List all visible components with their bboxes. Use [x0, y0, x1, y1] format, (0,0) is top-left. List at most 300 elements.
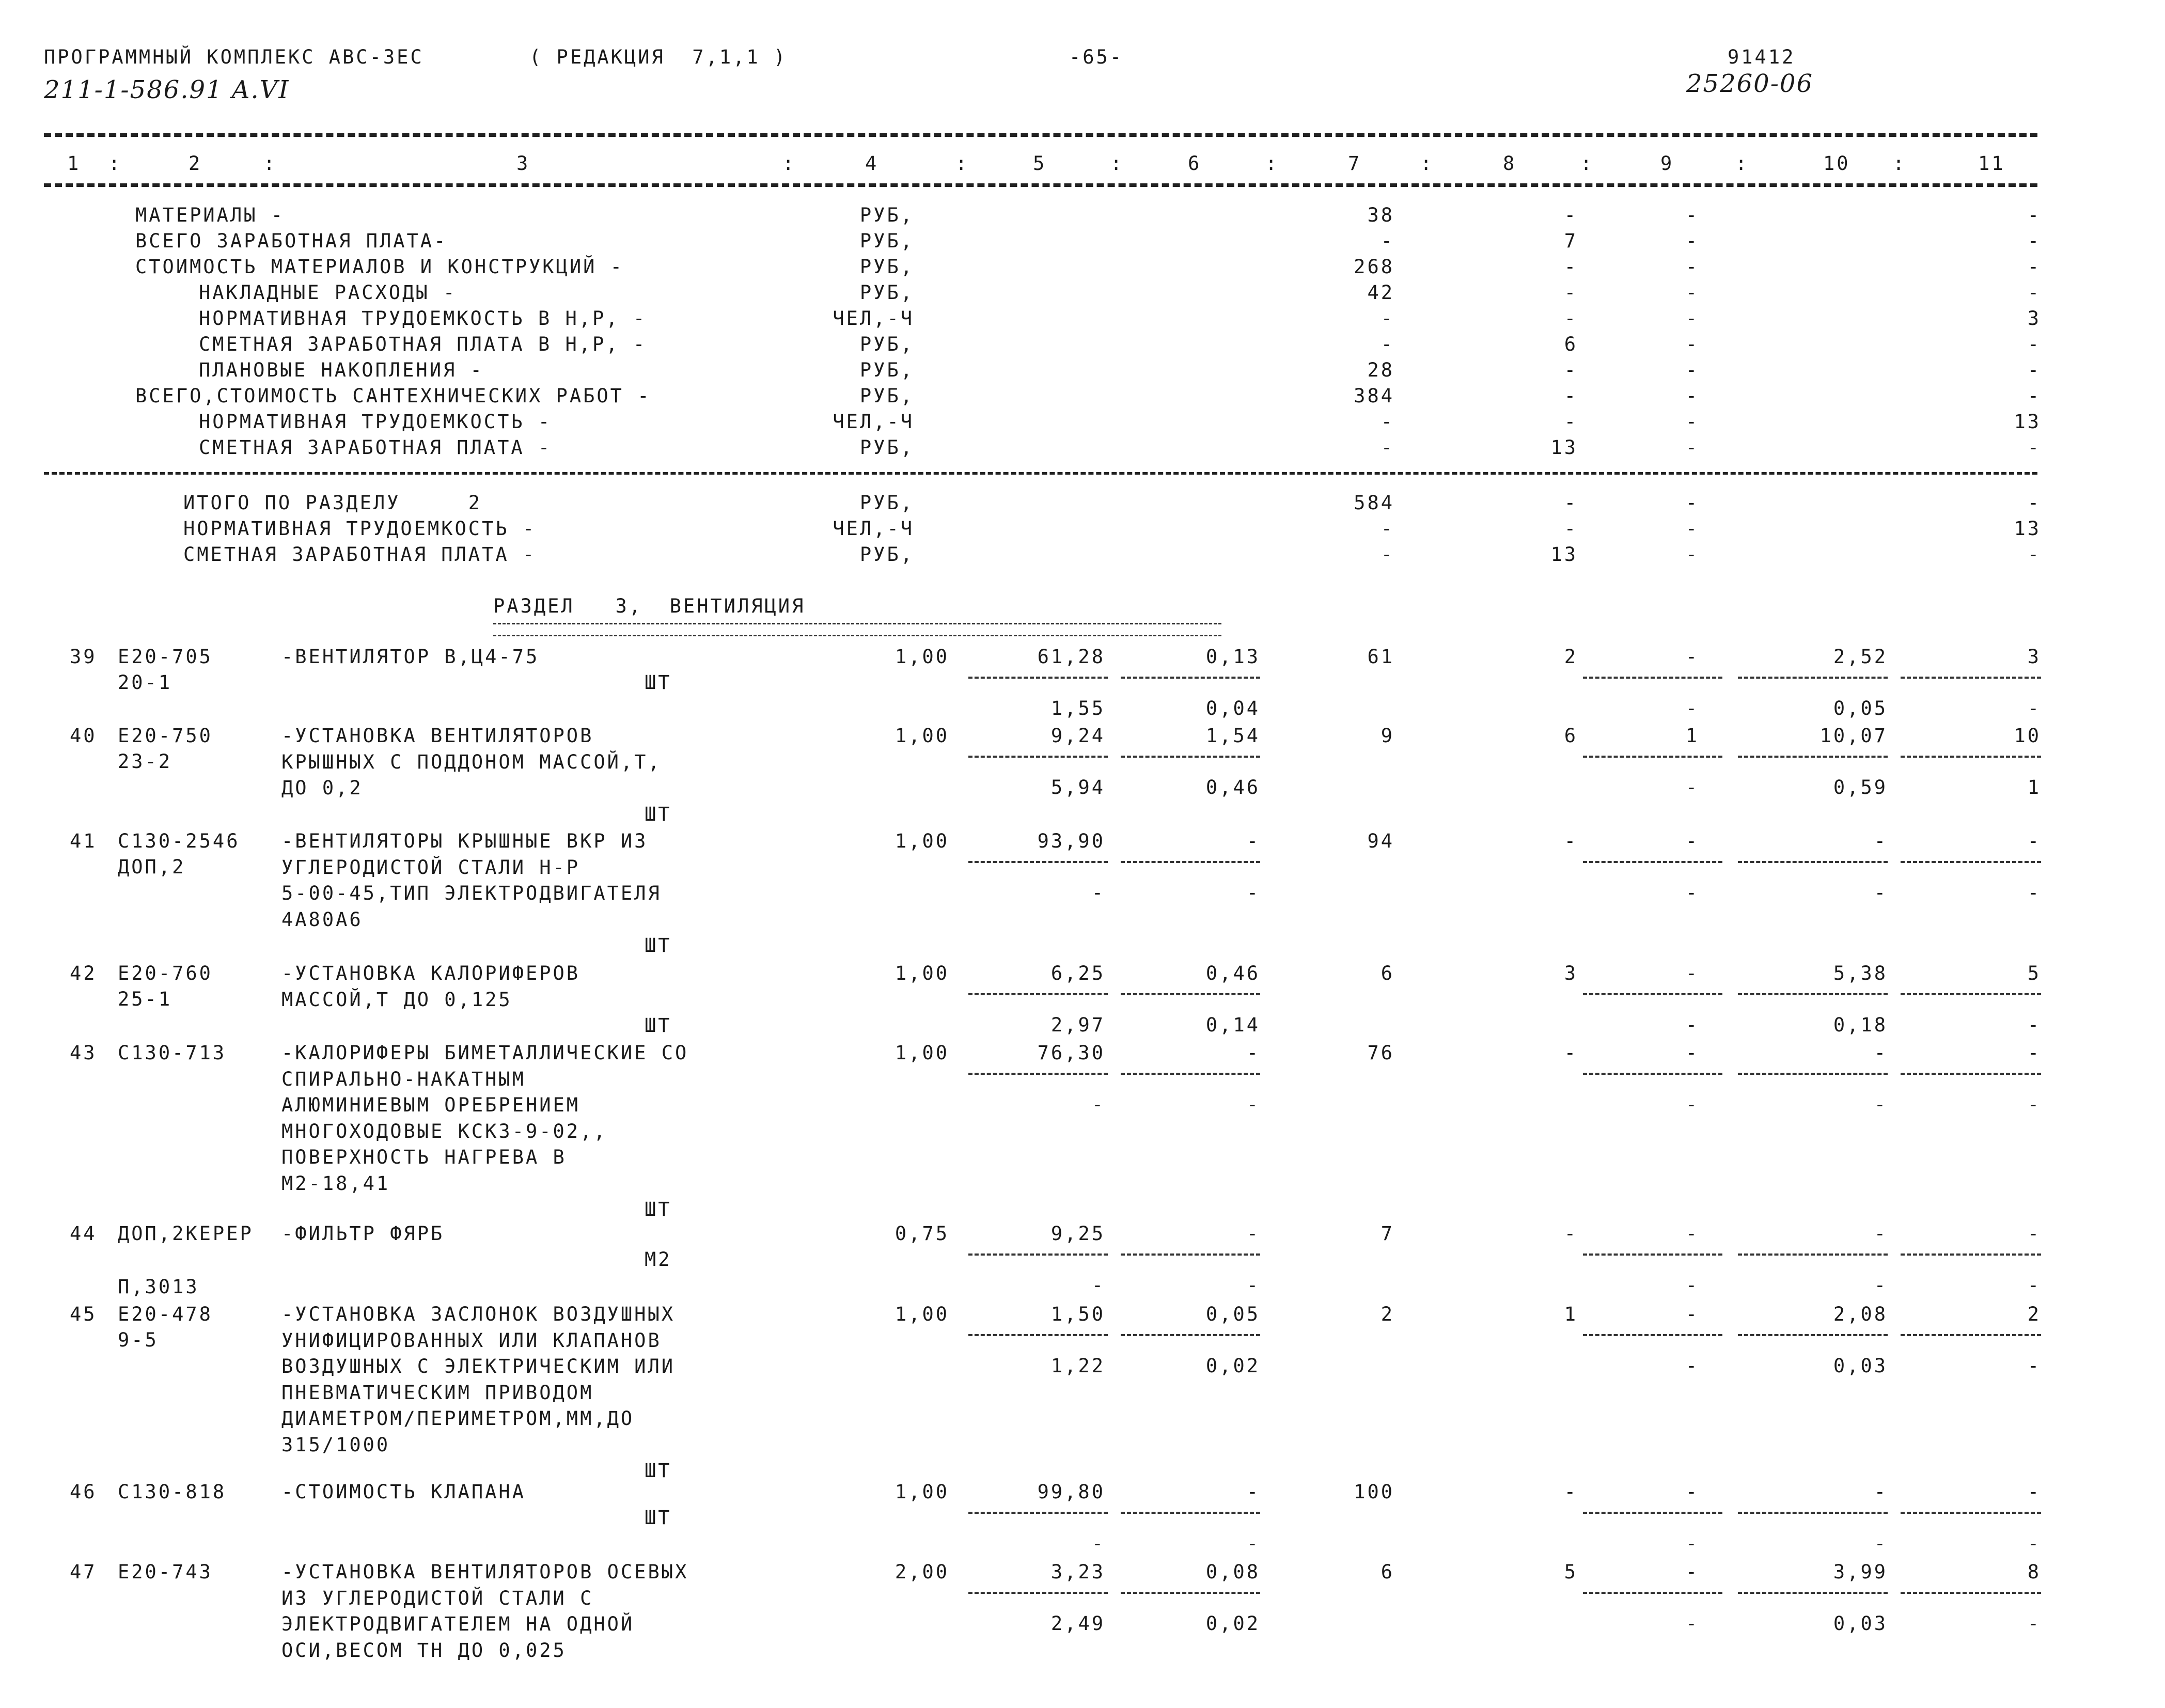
summary-col11: -: [2027, 543, 2041, 566]
item-separator-6: [1121, 1334, 1260, 1336]
item-sub-col9: -: [1685, 776, 1699, 798]
item-separator-9: [1583, 677, 1722, 679]
summary-col9: -: [1685, 385, 1699, 407]
column-separator: :: [1580, 152, 1594, 175]
summary-col7: 268: [1354, 256, 1394, 278]
column-separator: :: [1110, 152, 1124, 175]
item-unit-price: 93,90: [1037, 830, 1105, 852]
summary-label: СМЕТНАЯ ЗАРАБОТНАЯ ПЛАТА -: [183, 543, 537, 566]
item-description-line: УГЛЕРОДИСТОЙ СТАЛИ Н-Р: [281, 856, 581, 879]
item-sub-col5: -: [1091, 1274, 1105, 1296]
summary-col11: -: [2027, 359, 2041, 381]
item-description-line: -ВЕНТИЛЯТОР В,Ц4-75: [281, 646, 540, 668]
item-separator-11: [1901, 756, 2041, 758]
summary-col8: -: [1564, 411, 1578, 433]
item-separator-11: [1901, 993, 2041, 995]
item-separator-11: [1901, 1592, 2041, 1594]
item-sub-col5: 5,94: [1050, 776, 1105, 798]
summary-col11: 3: [2027, 307, 2041, 330]
item-separator-9: [1583, 1592, 1722, 1594]
item-sub-col11: -: [2027, 1274, 2041, 1296]
summary-col11: -: [2027, 385, 2041, 407]
item-sub-col10: -: [1874, 1532, 1888, 1555]
item-code-sub: П,3013: [118, 1276, 199, 1298]
section-title-underline: [493, 623, 1221, 636]
item-total-cost: 76: [1367, 1042, 1394, 1064]
item-unit-wage: 0,46: [1205, 962, 1260, 984]
item-separator-10: [1738, 1334, 1888, 1336]
item-total-cost: 9: [1380, 725, 1394, 747]
item-description-line: -УСТАНОВКА ВЕНТИЛЯТОРОВ: [281, 725, 594, 747]
summary-label: НОРМАТИВНАЯ ТРУДОЕМКОСТЬ -: [183, 518, 537, 540]
item-code-sub: ДОП,2: [118, 856, 186, 878]
item-description-line: ДИАМЕТРОМ/ПЕРИМЕТРОМ,ММ,ДО: [281, 1407, 635, 1430]
summary-col8: 7: [1564, 230, 1578, 252]
item-separator-10: [1738, 677, 1888, 679]
item-code: Е20-478: [118, 1303, 213, 1325]
column-number: 3: [516, 152, 530, 175]
summary-col11: -: [2027, 256, 2041, 278]
item-sub-col5: 2,97: [1050, 1014, 1105, 1036]
item-labour: -: [1874, 1481, 1888, 1503]
item-sub-col5: -: [1091, 1532, 1105, 1555]
item-number: 45: [70, 1303, 97, 1325]
summary-col11: 13: [2014, 411, 2041, 433]
summary-divider: [44, 472, 2037, 475]
summary-unit: ЧЕЛ,-Ч: [833, 518, 914, 540]
summary-col7: -: [1380, 518, 1394, 540]
item-separator-5: [968, 1334, 1108, 1336]
item-sub-col10: -: [1874, 1093, 1888, 1116]
summary-col9: -: [1685, 543, 1699, 566]
summary-col9: -: [1685, 436, 1699, 459]
column-separator: :: [782, 152, 796, 175]
item-unit-wage: -: [1246, 1223, 1260, 1245]
item-description-line: УНИФИЦИРОВАННЫХ ИЛИ КЛАПАНОВ: [281, 1329, 662, 1352]
summary-col7: -: [1380, 543, 1394, 566]
item-sub-col9: -: [1685, 697, 1699, 719]
column-separator: :: [263, 152, 277, 175]
item-sub-col10: 0,05: [1833, 697, 1888, 719]
item-total-cost: 2: [1380, 1303, 1394, 1325]
item-separator-6: [1121, 677, 1260, 679]
item-total-wage: 2: [1564, 646, 1578, 668]
item-sub-col10: -: [1874, 1274, 1888, 1296]
summary-unit: РУБ,: [859, 256, 914, 278]
item-col11: 8: [2027, 1561, 2041, 1583]
column-separator: :: [1420, 152, 1434, 175]
item-separator-6: [1121, 861, 1260, 863]
item-total-wage: -: [1564, 1042, 1578, 1064]
summary-col9: -: [1685, 518, 1699, 540]
header-rule-bottom: [44, 183, 2037, 187]
summary-label: МАТЕРИАЛЫ -: [135, 204, 285, 226]
summary-col7: -: [1380, 307, 1394, 330]
item-labour: -: [1874, 1042, 1888, 1064]
item-number: 43: [70, 1042, 97, 1064]
item-separator-5: [968, 1073, 1108, 1075]
item-total-wage: -: [1564, 1223, 1578, 1245]
item-number: 44: [70, 1223, 97, 1245]
item-description-line: ПОВЕРХНОСТЬ НАГРЕВА В: [281, 1146, 567, 1168]
item-labour: 2,52: [1833, 646, 1888, 668]
column-separator: :: [1893, 152, 1907, 175]
item-separator-11: [1901, 861, 2041, 863]
item-sub-col11: -: [2027, 1355, 2041, 1377]
item-description-line: ПНЕВМАТИЧЕСКИМ ПРИВОДОМ: [281, 1381, 594, 1404]
item-separator-9: [1583, 1512, 1722, 1514]
item-col9: -: [1685, 1223, 1699, 1245]
item-description-line: ДО 0,2: [281, 777, 363, 799]
item-description-line: СПИРАЛЬНО-НАКАТНЫМ: [281, 1068, 526, 1090]
item-sub-col9: -: [1685, 1532, 1699, 1555]
item-separator-10: [1738, 756, 1888, 758]
item-code: Е20-743: [118, 1561, 213, 1583]
summary-label: НОРМАТИВНАЯ ТРУДОЕМКОСТЬ В Н,Р, -: [199, 307, 647, 330]
item-sub-col9: -: [1685, 1274, 1699, 1296]
item-number: 46: [70, 1481, 97, 1503]
item-col9: -: [1685, 1561, 1699, 1583]
item-unit-wage: 0,08: [1205, 1561, 1260, 1583]
item-col11: -: [2027, 1042, 2041, 1064]
item-total-wage: 5: [1564, 1561, 1578, 1583]
summary-col9: -: [1685, 230, 1699, 252]
summary-col8: 13: [1550, 436, 1578, 459]
summary-col8: -: [1564, 204, 1578, 226]
summary-col11: -: [2027, 204, 2041, 226]
summary-col8: -: [1564, 281, 1578, 304]
summary-col11: 13: [2014, 518, 2041, 540]
summary-col11: -: [2027, 436, 2041, 459]
column-number: 5: [1033, 152, 1047, 175]
summary-col9: -: [1685, 333, 1699, 355]
item-unit-wage: 1,54: [1205, 725, 1260, 747]
item-sub-col11: -: [2027, 1093, 2041, 1116]
item-labour: 2,08: [1833, 1303, 1888, 1325]
summary-col9: -: [1685, 256, 1699, 278]
item-labour: 5,38: [1833, 962, 1888, 984]
summary-col8: -: [1564, 256, 1578, 278]
item-description-line: -УСТАНОВКА ЗАСЛОНОК ВОЗДУШНЫХ: [281, 1303, 676, 1325]
summary-unit: РУБ,: [859, 359, 914, 381]
summary-unit: РУБ,: [859, 281, 914, 304]
item-unit-price: 3,23: [1050, 1561, 1105, 1583]
item-col9: -: [1685, 1481, 1699, 1503]
item-code-sub: 20-1: [118, 671, 172, 694]
summary-col8: 13: [1550, 543, 1578, 566]
summary-label: ВСЕГО ЗАРАБОТНАЯ ПЛАТА-: [135, 230, 448, 252]
item-col9: -: [1685, 1303, 1699, 1325]
handwritten-sheet-code: 25260-06: [1686, 69, 1813, 98]
item-sub-col5: 1,22: [1050, 1355, 1105, 1377]
summary-col8: 6: [1564, 333, 1578, 355]
item-description-line: 4А80А6: [281, 908, 363, 931]
item-code-sub: 9-5: [118, 1329, 159, 1351]
item-col9: -: [1685, 962, 1699, 984]
item-unit: ШТ: [645, 671, 672, 694]
item-unit: ШТ: [645, 1507, 672, 1529]
item-separator-9: [1583, 1073, 1722, 1075]
summary-label: НАКЛАДНЫЕ РАСХОДЫ -: [199, 281, 457, 304]
item-separator-6: [1121, 1253, 1260, 1256]
item-sub-col9: -: [1685, 1612, 1699, 1635]
item-separator-11: [1901, 677, 2041, 679]
item-code: Е20-750: [118, 725, 213, 747]
item-quantity: 1,00: [895, 962, 949, 984]
summary-label: НОРМАТИВНАЯ ТРУДОЕМКОСТЬ -: [199, 411, 552, 433]
item-sub-col11: -: [2027, 697, 2041, 719]
item-col9: -: [1685, 830, 1699, 852]
item-quantity: 1,00: [895, 830, 949, 852]
item-sub-col10: 0,59: [1833, 776, 1888, 798]
item-code-sub: 25-1: [118, 988, 172, 1010]
item-sub-col6: -: [1246, 882, 1260, 904]
item-separator-10: [1738, 1073, 1888, 1075]
column-number: 10: [1823, 152, 1850, 175]
summary-unit: РУБ,: [859, 543, 914, 566]
summary-col8: -: [1564, 518, 1578, 540]
item-code: Е20-705: [118, 646, 213, 668]
summary-col11: -: [2027, 492, 2041, 514]
edition-label: ( РЕДАКЦИЯ 7,1,1 ): [529, 46, 788, 68]
item-sub-col11: 1: [2027, 776, 2041, 798]
item-sub-col6: -: [1246, 1274, 1260, 1296]
item-total-cost: 7: [1380, 1223, 1394, 1245]
item-code: С130-713: [118, 1042, 227, 1064]
item-separator-11: [1901, 1512, 2041, 1514]
item-sub-col9: -: [1685, 882, 1699, 904]
summary-col7: -: [1380, 436, 1394, 459]
item-code: С130-818: [118, 1481, 227, 1503]
item-col9: -: [1685, 646, 1699, 668]
item-description-line: -УСТАНОВКА КАЛОРИФЕРОВ: [281, 962, 581, 984]
item-separator-10: [1738, 1512, 1888, 1514]
item-number: 47: [70, 1561, 97, 1583]
summary-label: ПЛАНОВЫЕ НАКОПЛЕНИЯ -: [199, 359, 484, 381]
summary-unit: ЧЕЛ,-Ч: [833, 307, 914, 330]
column-number: 1: [67, 152, 81, 175]
section-title: РАЗДЕЛ 3, ВЕНТИЛЯЦИЯ: [493, 595, 806, 617]
item-sub-col5: 1,55: [1050, 697, 1105, 719]
item-unit: ШТ: [645, 1014, 672, 1037]
item-unit-price: 76,30: [1037, 1042, 1105, 1064]
summary-unit: РУБ,: [859, 436, 914, 459]
summary-label: ИТОГО ПО РАЗДЕЛУ 2: [183, 492, 482, 514]
item-col9: 1: [1685, 725, 1699, 747]
item-sub-col9: -: [1685, 1014, 1699, 1036]
item-code-sub: 23-2: [118, 750, 172, 773]
item-quantity: 1,00: [895, 646, 949, 668]
item-total-wage: 1: [1564, 1303, 1578, 1325]
item-description-line: 315/1000: [281, 1433, 390, 1456]
item-col11: 5: [2027, 962, 2041, 984]
item-labour: 10,07: [1819, 725, 1888, 747]
item-description-line: -УСТАНОВКА ВЕНТИЛЯТОРОВ ОСЕВЫХ: [281, 1561, 689, 1583]
item-description-line: ИЗ УГЛЕРОДИСТОЙ СТАЛИ С: [281, 1587, 594, 1609]
item-description-line: МАССОЙ,Т ДО 0,125: [281, 988, 512, 1011]
item-separator-5: [968, 861, 1108, 863]
item-separator-9: [1583, 1253, 1722, 1256]
item-unit-wage: -: [1246, 1481, 1260, 1503]
item-description-line: М2-18,41: [281, 1172, 390, 1195]
column-number: 7: [1348, 152, 1362, 175]
item-separator-10: [1738, 861, 1888, 863]
item-quantity: 1,00: [895, 1042, 949, 1064]
item-separator-5: [968, 1512, 1108, 1514]
summary-col9: -: [1685, 307, 1699, 330]
item-total-cost: 100: [1354, 1481, 1394, 1503]
column-number: 6: [1188, 152, 1202, 175]
item-sub-col6: 0,02: [1205, 1355, 1260, 1377]
item-description-line: -ВЕНТИЛЯТОРЫ КРЫШНЫЕ ВКР ИЗ: [281, 830, 648, 852]
item-col11: 10: [2014, 725, 2041, 747]
item-separator-9: [1583, 993, 1722, 995]
item-description-line: -КАЛОРИФЕРЫ БИМЕТАЛЛИЧЕСКИЕ СО: [281, 1042, 689, 1064]
item-sub-col6: 0,46: [1205, 776, 1260, 798]
item-sub-col6: 0,14: [1205, 1014, 1260, 1036]
summary-label: ВСЕГО,СТОИМОСТЬ САНТЕХНИЧЕСКИХ РАБОТ -: [135, 385, 651, 407]
item-separator-11: [1901, 1334, 2041, 1336]
program-title: ПРОГРАММНЫЙ КОМПЛЕКС АВС-3ЕС: [44, 46, 424, 68]
summary-col11: -: [2027, 281, 2041, 304]
item-separator-5: [968, 756, 1108, 758]
column-separator: :: [1735, 152, 1749, 175]
item-total-wage: -: [1564, 1481, 1578, 1503]
item-quantity: 1,00: [895, 1303, 949, 1325]
item-code: ДОП,2КЕРЕР: [118, 1223, 254, 1245]
item-separator-11: [1901, 1073, 2041, 1075]
summary-col9: -: [1685, 204, 1699, 226]
item-description-line: ОСИ,ВЕСОМ ТН ДО 0,025: [281, 1639, 567, 1662]
item-separator-10: [1738, 1253, 1888, 1256]
item-separator-6: [1121, 1512, 1260, 1514]
column-number: 2: [189, 152, 202, 175]
item-sub-col10: 0,03: [1833, 1612, 1888, 1635]
column-number: 9: [1660, 152, 1674, 175]
column-separator: :: [955, 152, 969, 175]
item-labour: 3,99: [1833, 1561, 1888, 1583]
summary-col8: -: [1564, 307, 1578, 330]
item-col11: 3: [2027, 646, 2041, 668]
item-sub-col11: -: [2027, 1014, 2041, 1036]
item-unit: ШТ: [645, 1460, 672, 1482]
item-sub-col5: -: [1091, 882, 1105, 904]
item-unit-price: 99,80: [1037, 1481, 1105, 1503]
item-labour: -: [1874, 830, 1888, 852]
summary-col7: -: [1380, 411, 1394, 433]
item-separator-5: [968, 677, 1108, 679]
item-description-line: МНОГОХОДОВЫЕ КСК3-9-02,,: [281, 1120, 607, 1142]
item-sub-col5: 2,49: [1050, 1612, 1105, 1635]
item-code: С130-2546: [118, 830, 240, 852]
item-labour: -: [1874, 1223, 1888, 1245]
item-unit-price: 61,28: [1037, 646, 1105, 668]
item-description-line: АЛЮМИНИЕВЫМ ОРЕБРЕНИЕМ: [281, 1094, 581, 1116]
item-separator-6: [1121, 1592, 1260, 1594]
item-col11: -: [2027, 1223, 2041, 1245]
summary-col9: -: [1685, 411, 1699, 433]
item-sub-col6: 0,02: [1205, 1612, 1260, 1635]
item-sub-col11: -: [2027, 1612, 2041, 1635]
summary-col7: 28: [1367, 359, 1394, 381]
column-number: 11: [1978, 152, 2005, 175]
item-separator-6: [1121, 993, 1260, 995]
item-sub-col5: -: [1091, 1093, 1105, 1116]
page-number: -65-: [1069, 46, 1124, 68]
item-sub-col10: -: [1874, 882, 1888, 904]
summary-unit: РУБ,: [859, 204, 914, 226]
summary-col8: -: [1564, 359, 1578, 381]
item-total-wage: -: [1564, 830, 1578, 852]
summary-col7: 42: [1367, 281, 1394, 304]
item-separator-5: [968, 1592, 1108, 1594]
item-sub-col6: -: [1246, 1093, 1260, 1116]
column-separator: :: [108, 152, 122, 175]
item-unit-wage: -: [1246, 830, 1260, 852]
item-sub-col9: -: [1685, 1355, 1699, 1377]
item-number: 41: [70, 830, 97, 852]
item-sub-col11: -: [2027, 1532, 2041, 1555]
summary-unit: РУБ,: [859, 230, 914, 252]
summary-col7: 38: [1367, 204, 1394, 226]
item-description-line: -СТОИМОСТЬ КЛАПАНА: [281, 1481, 526, 1503]
item-separator-5: [968, 993, 1108, 995]
handwritten-project-code: 211-1-586.91 A.VI: [44, 75, 290, 104]
item-total-cost: 94: [1367, 830, 1394, 852]
item-sub-col6: -: [1246, 1532, 1260, 1555]
item-col9: -: [1685, 1042, 1699, 1064]
summary-col7: -: [1380, 230, 1394, 252]
item-separator-10: [1738, 1592, 1888, 1594]
item-unit-price: 1,50: [1050, 1303, 1105, 1325]
summary-label: СТОИМОСТЬ МАТЕРИАЛОВ И КОНСТРУКЦИЙ -: [135, 256, 624, 278]
item-number: 40: [70, 725, 97, 747]
header-rule-top: [44, 133, 2037, 137]
item-col11: -: [2027, 1481, 2041, 1503]
item-separator-9: [1583, 756, 1722, 758]
item-sub-col10: 0,18: [1833, 1014, 1888, 1036]
item-number: 39: [70, 646, 97, 668]
item-unit-wage: 0,13: [1205, 646, 1260, 668]
item-separator-9: [1583, 1334, 1722, 1336]
summary-col11: -: [2027, 230, 2041, 252]
summary-col9: -: [1685, 359, 1699, 381]
item-separator-5: [968, 1253, 1108, 1256]
summary-unit: РУБ,: [859, 385, 914, 407]
item-number: 42: [70, 962, 97, 984]
item-separator-6: [1121, 756, 1260, 758]
item-sub-col6: 0,04: [1205, 697, 1260, 719]
summary-col8: -: [1564, 492, 1578, 514]
item-total-cost: 6: [1380, 962, 1394, 984]
item-code: Е20-760: [118, 962, 213, 984]
item-description-line: ЭЛЕКТРОДВИГАТЕЛЕМ НА ОДНОЙ: [281, 1613, 635, 1635]
summary-col9: -: [1685, 281, 1699, 304]
item-sub-col9: -: [1685, 1093, 1699, 1116]
item-total-wage: 6: [1564, 725, 1578, 747]
item-unit: ШТ: [645, 803, 672, 825]
document-code: 91412: [1728, 46, 1796, 68]
item-unit-price: 9,24: [1050, 725, 1105, 747]
item-unit: М2: [645, 1248, 672, 1271]
summary-col7: 384: [1354, 385, 1394, 407]
summary-label: СМЕТНАЯ ЗАРАБОТНАЯ ПЛАТА В Н,Р, -: [199, 333, 647, 355]
item-total-cost: 61: [1367, 646, 1394, 668]
summary-col9: -: [1685, 492, 1699, 514]
item-separator-9: [1583, 861, 1722, 863]
item-sub-col10: 0,03: [1833, 1355, 1888, 1377]
column-separator: :: [1265, 152, 1279, 175]
